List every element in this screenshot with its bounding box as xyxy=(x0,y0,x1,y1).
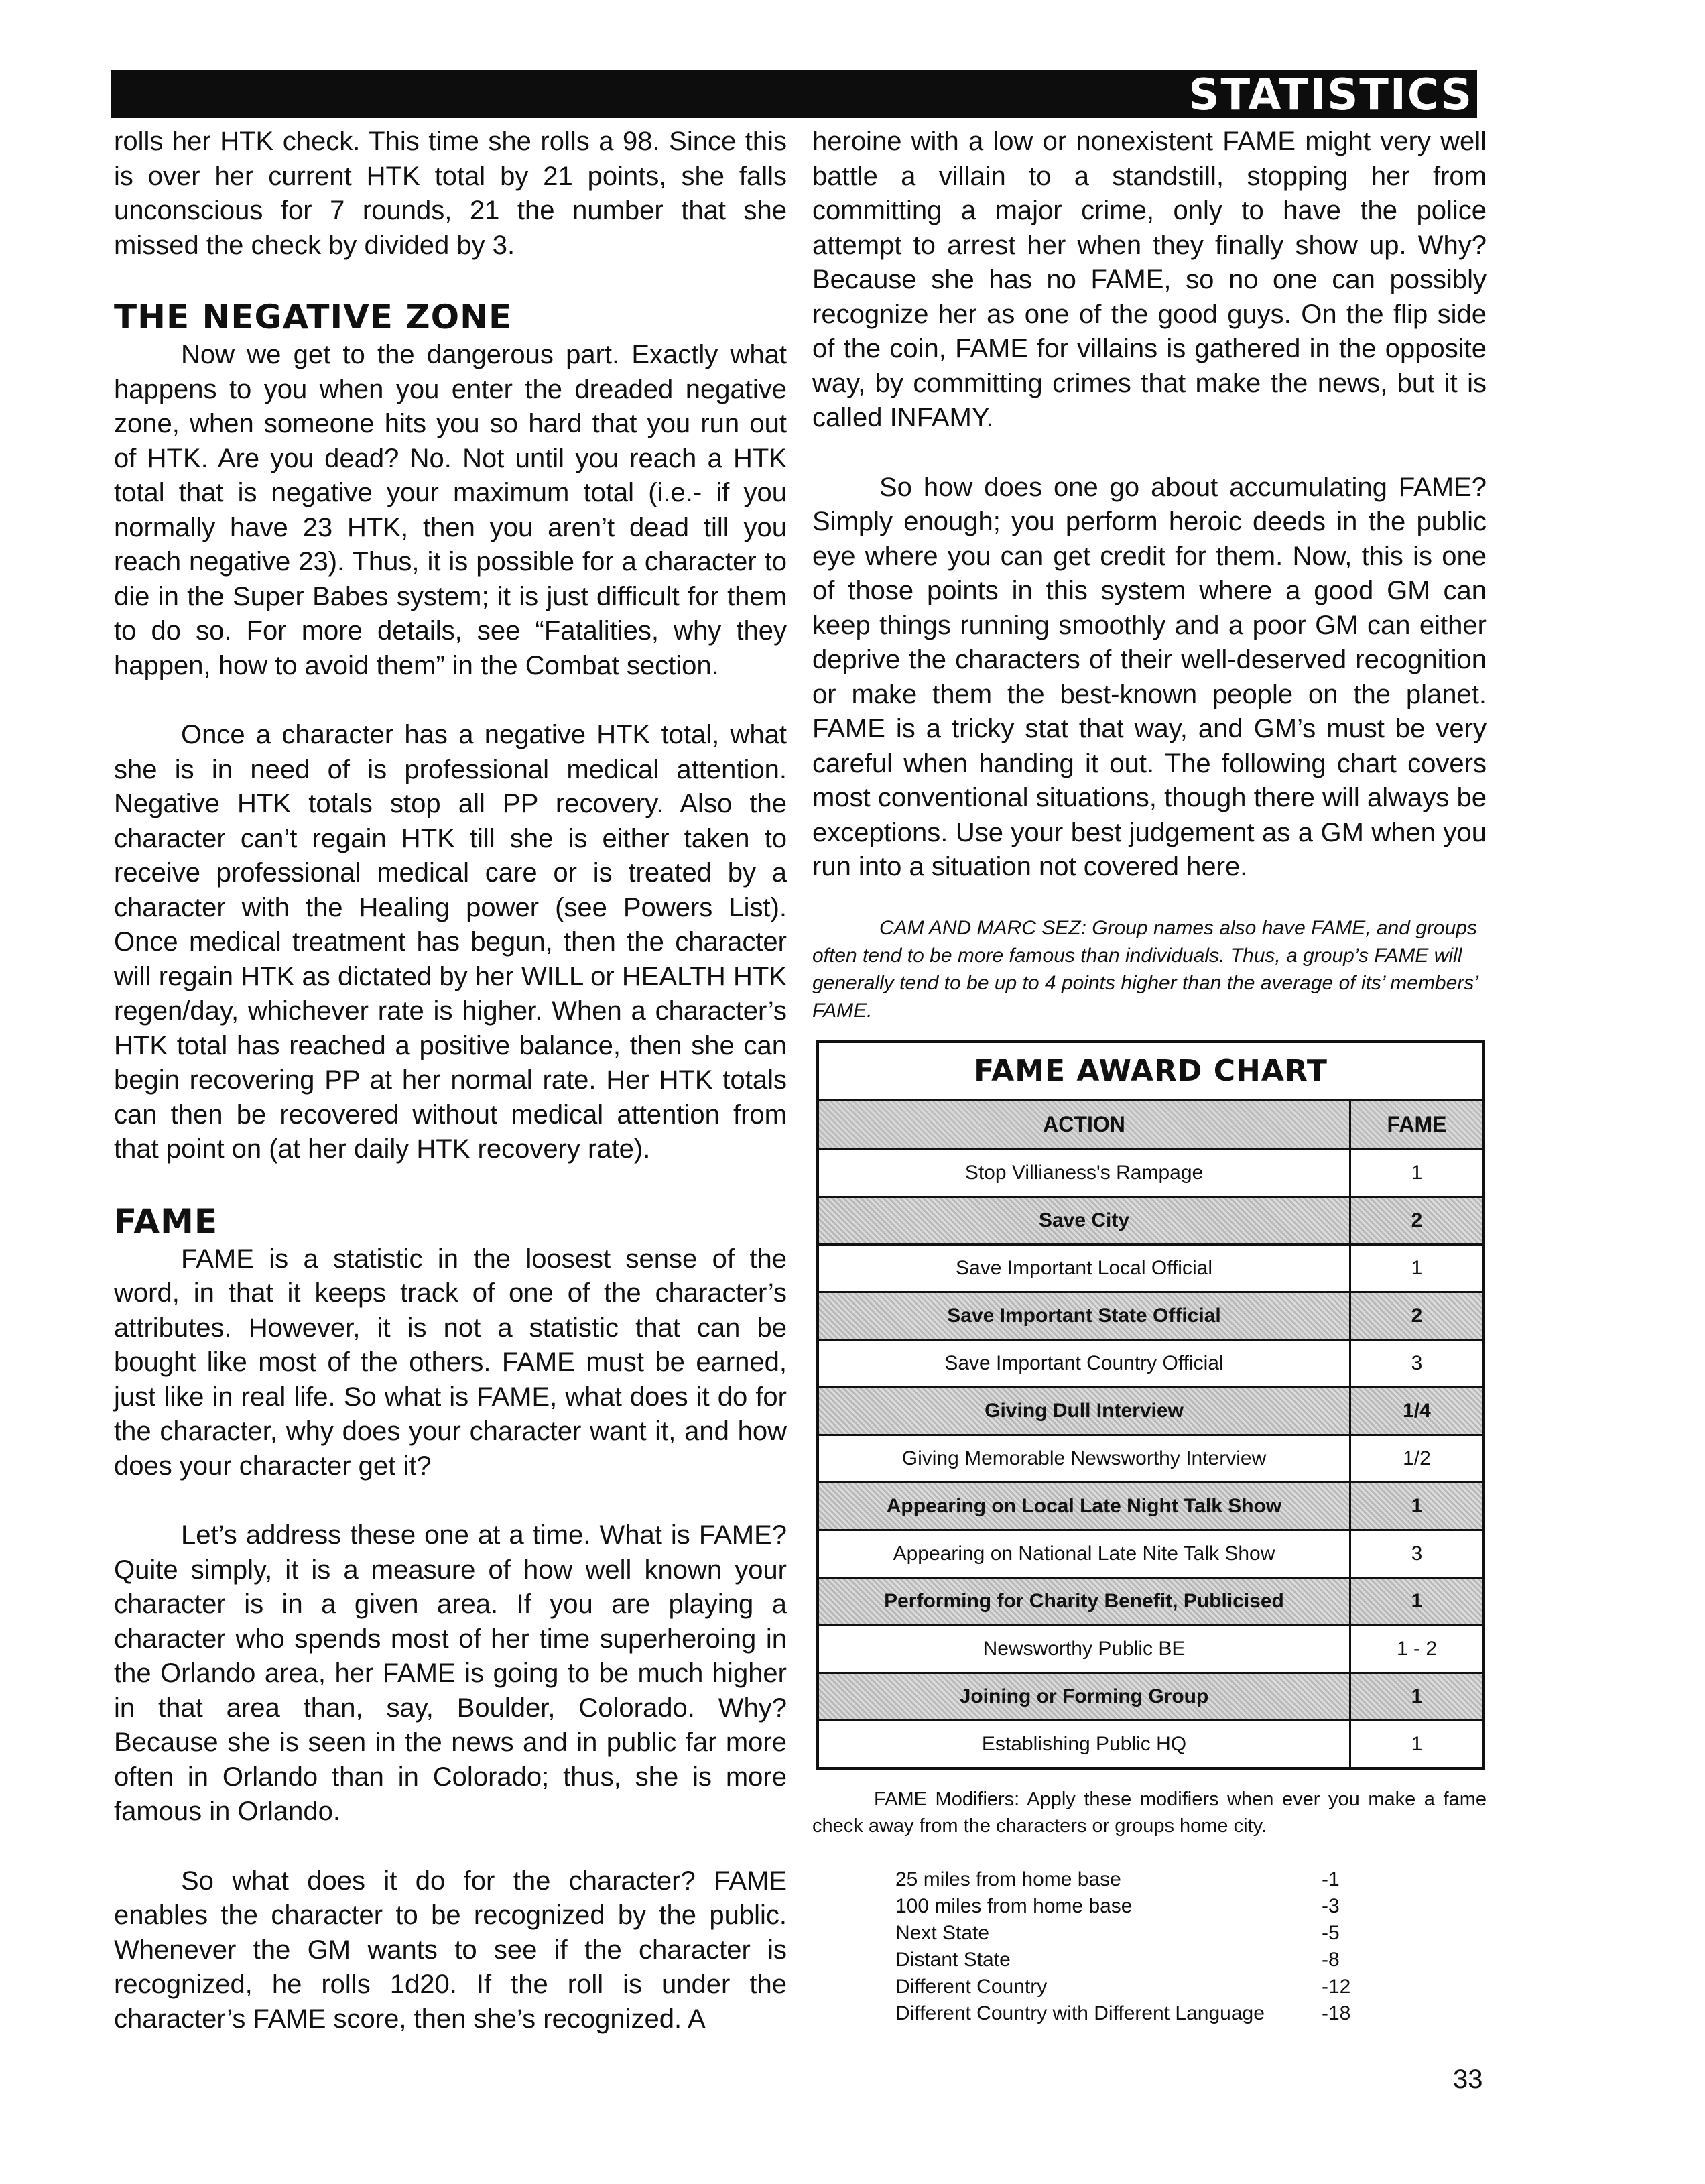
table-row xyxy=(818,1149,1484,1197)
fame-cell: 1/4 xyxy=(1350,1387,1485,1435)
fame-paragraph-3: So what does it do for the character? FAME enables the character to be recognized by the public. Whenever the GM wants to see if the character is recognized, he rolls 1d20. If the roll is under the character’s FAME score, then she’s recognized. A xyxy=(114,1866,787,2034)
right-column xyxy=(812,125,1487,2027)
negative-zone-paragraph-2: Once a character has a negative HTK total, what she is in need of is professional medical attention. Negative HTK totals stop all PP recovery. Also the character can’t regain HTK till she is either taken to receive professional medical care or is treated by a character with the Healing power (see Powers List). Once medical treatment has begun, then the character will regain HTK as dictated by her WILL or HEALTH HTK regen/day, whichever rate is higher. When a character’s HTK total has reached a positive balance, then she can begin recovering PP at her normal rate. Her HTK totals can then be recovered without medical attention from that point on (at her daily HTK recovery rate). xyxy=(114,720,787,1164)
designer-note: CAM AND MARC SEZ: Group names also have FAME, and groups often tend to be more famous than individuals. Thus, a group’s FAME will generally tend to be up to 4 points higher than the average of its’ members’ FAME. xyxy=(812,916,1478,1022)
table-row xyxy=(818,1673,1484,1720)
column-header-action: ACTION xyxy=(818,1100,1350,1149)
table-row xyxy=(818,1197,1484,1244)
action-cell: Save City xyxy=(818,1197,1350,1244)
modifier-label: Different Country with Different Language xyxy=(895,2002,1265,2024)
table-row xyxy=(818,1482,1484,1530)
fame-paragraph-2: Let’s address these one at a time. What is FAME? Quite simply, it is a measure of how well known your character is in a given area. If you are playing a character who spends most of her time superheroing in the Orlando area, her FAME is going to be much higher in that area than, say, Boulder, Colorado. Why? Because she is seen in the news and in public far more often in Orlando than in Colorado; thus, she is more famous in Orlando. xyxy=(114,1520,787,1826)
fame-cell: 1/2 xyxy=(1350,1435,1485,1482)
negative-zone-heading: THE NEGATIVE ZONE xyxy=(114,298,513,337)
table-row xyxy=(818,1720,1484,1768)
fame-cell: 1 xyxy=(1350,1673,1485,1720)
fame-cell: 2 xyxy=(1350,1197,1485,1244)
modifier-value: -8 xyxy=(1322,1948,1340,1971)
chart-title: FAME AWARD CHART xyxy=(818,1042,1484,1101)
column-header-fame: FAME xyxy=(1350,1100,1485,1149)
action-cell: Appearing on National Late Nite Talk Show xyxy=(818,1530,1350,1577)
modifier-label: Next State xyxy=(895,1921,990,1944)
table-row xyxy=(818,1530,1484,1577)
table-row xyxy=(818,1387,1484,1435)
table-row xyxy=(818,1625,1484,1673)
action-cell: Save Important State Official xyxy=(818,1292,1350,1339)
table-row xyxy=(818,1577,1484,1625)
action-cell: Giving Dull Interview xyxy=(818,1387,1350,1435)
action-cell: Appearing on Local Late Night Talk Show xyxy=(818,1482,1350,1530)
modifier-label: 25 miles from home base xyxy=(895,1868,1121,1890)
table-row xyxy=(818,1339,1484,1387)
modifier-row xyxy=(895,1866,1487,1893)
modifier-row xyxy=(895,1920,1487,1947)
action-cell: Giving Memorable Newsworthy Interview xyxy=(818,1435,1350,1482)
left-column xyxy=(114,125,787,2037)
fame-cell: 1 - 2 xyxy=(1350,1625,1485,1673)
fame-modifiers-list xyxy=(895,1866,1487,2027)
action-cell: Save Important Country Official xyxy=(818,1339,1350,1387)
modifier-row xyxy=(895,1974,1487,2000)
action-cell: Stop Villianess's Rampage xyxy=(818,1149,1350,1197)
table-row xyxy=(818,1292,1484,1339)
modifier-value: -5 xyxy=(1322,1921,1340,1944)
action-cell: Newsworthy Public BE xyxy=(818,1625,1350,1673)
fame-heading: FAME xyxy=(114,1201,218,1241)
intro-paragraph: rolls her HTK check. This time she rolls a 98. Since this is over her current HTK total by 21 points, she falls unconscious for 7 rounds, 21 the number that she missed the check by divided by 3. xyxy=(114,127,787,260)
modifier-row xyxy=(895,1893,1487,1920)
fame-cell: 1 xyxy=(1350,1244,1485,1292)
modifier-value: -12 xyxy=(1322,1975,1351,1998)
modifier-row xyxy=(895,2000,1487,2027)
action-cell: Joining or Forming Group xyxy=(818,1673,1350,1720)
modifier-label: 100 miles from home base xyxy=(895,1894,1133,1917)
action-cell: Establishing Public HQ xyxy=(818,1720,1350,1768)
modifier-value: -18 xyxy=(1322,2002,1351,2024)
fame-cell: 1 xyxy=(1350,1149,1485,1197)
section-title: STATISTICS xyxy=(1188,70,1473,120)
fame-cell: 3 xyxy=(1350,1530,1485,1577)
action-cell: Performing for Charity Benefit, Publicised xyxy=(818,1577,1350,1625)
fame-cell: 2 xyxy=(1350,1292,1485,1339)
modifier-value: -3 xyxy=(1322,1894,1340,1917)
fame-cell: 1 xyxy=(1350,1577,1485,1625)
fame-paragraph-1: FAME is a statistic in the loosest sense of the word, in that it keeps track of one of the character’s attributes. However, it is not a statistic that can be bought like most of the others. FAME must be earned, just like in real life. So what is FAME, what does it do for the character, why does your character want it, and how does your character get it? xyxy=(114,1243,787,1481)
fame-modifiers-note: FAME Modifiers: Apply these modifiers when ever you make a fame check away from the characters or groups home city. xyxy=(812,1788,1487,1837)
negative-zone-paragraph-1: Now we get to the dangerous part. Exactly what happens to you when you enter the dreaded negative zone, when someone hits you so hard that you run out of HTK. Are you dead? No. Not until you reach a HTK total that is negative your maximum total (i.e.- if you normally have 23 HTK, then you aren’t dead till you reach negative 23). Thus, it is possible for a character to die in the Super Babes system; it is just difficult for them to do so. For more details, see “Fatalities, why they happen, how to avoid them” in the Combat section. xyxy=(114,340,787,680)
fame-cell: 1 xyxy=(1350,1720,1485,1768)
table-row xyxy=(818,1244,1484,1292)
page-number: 33 xyxy=(1453,2065,1483,2094)
right-paragraph-2: So how does one go about accumulating FAME? Simply enough; you perform heroic deeds in the public eye where you can get credit for them. Now, this is one of those points in this system where a good GM can keep things running smoothly and a poor GM can either deprive the characters of their well-deserved recognition or make them the best-known people on the planet. FAME is a tricky stat that way, and GM’s must be very careful when handing it out. The following chart covers most conventional situations, though there will always be exceptions. Use your best judgement as a GM when you run into a situation not covered here. xyxy=(812,472,1487,882)
modifier-value: -1 xyxy=(1322,1868,1340,1890)
modifier-row xyxy=(895,1947,1487,1974)
fame-cell: 3 xyxy=(1350,1339,1485,1387)
fame-award-chart xyxy=(816,1040,1485,1770)
section-header-bar xyxy=(111,70,1477,118)
modifier-label: Different Country xyxy=(895,1975,1048,1998)
action-cell: Save Important Local Official xyxy=(818,1244,1350,1292)
fame-cell: 1 xyxy=(1350,1482,1485,1530)
right-paragraph-1: heroine with a low or nonexistent FAME might very well battle a villain to a standstill, stopping her from committing a major crime, only to have the police attempt to arrest her when they finally show up. Why? Because she has no FAME, so no one can possibly recognize her as one of the good guys. On the flip side of the coin, FAME for villains is gathered in the opposite way, by committing crimes that make the news, but it is called INFAMY. xyxy=(812,127,1487,432)
table-row xyxy=(818,1435,1484,1482)
modifier-label: Distant State xyxy=(895,1948,1011,1971)
